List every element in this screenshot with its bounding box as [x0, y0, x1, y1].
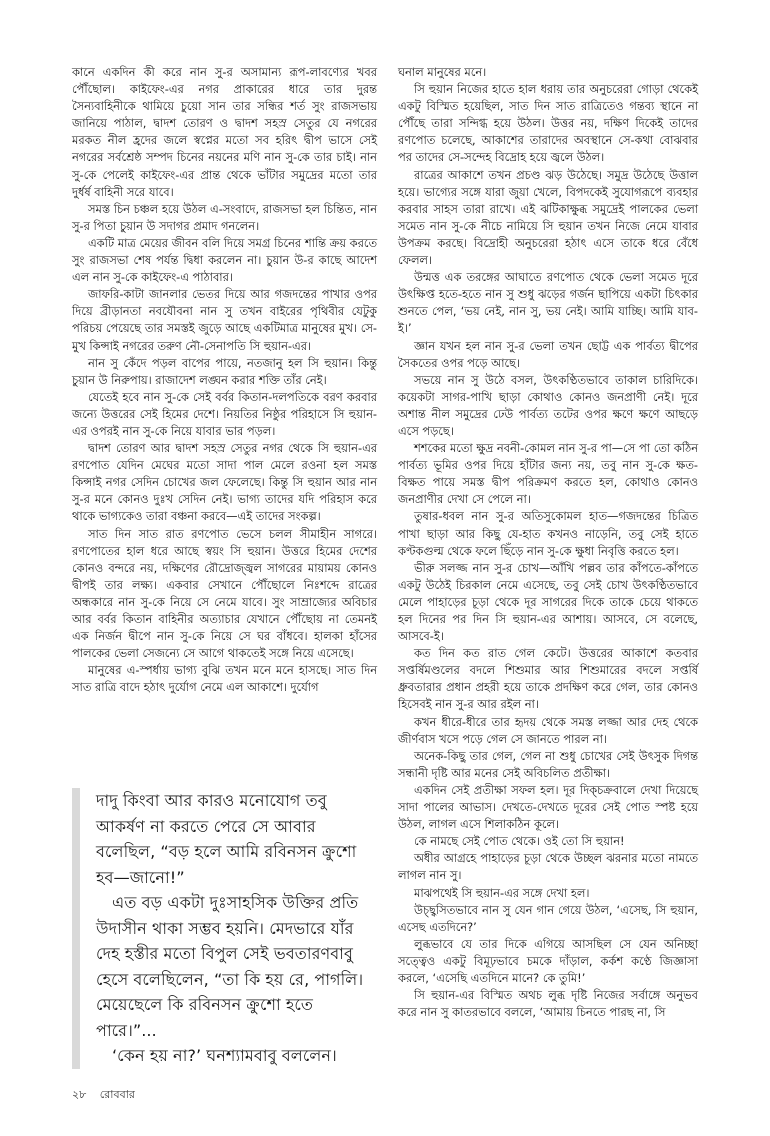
- left-column: [72, 64, 377, 696]
- paragraph: শশকের মতো ক্ষুদ্র নবনী-কোমল নান সু-র পা—সে পা তো কঠিন পার্বত্য ভূমির ওপর দিয়ে হাঁটার জন্য নয়, তবু নান সু-কে ক্ষত-বিক্ষত পায়ে সমস্ত দ্বীপ পরিক্রমণ করতে হল, কোথাও কোনও জনপ্রাণীর দেখা সে পেলে না।: [398, 441, 698, 507]
- paragraph: সাত দিন সাত রাত রণপোত ভেসে চলল সীমাহীন সাগরে। রণপোতের হাল ধরে আছে স্বয়ং সি হুয়ান। উত্তরে হিমের দেশের কোনও বন্দরে নয়, দক্ষিণের রৌদ্রোজ্জ্বল সাগরের মায়াময় কোনও দ্বীপই তার লক্ষ্য। একবার সেখানে পৌঁছোলে নিঃশব্দে রাত্রের অন্ধকারে নান সু-কে নিয়ে সে নেমে যাবে। সুং সাম্রাজ্যের অবিচার আর বর্বর কিতান বাহিনীর অত্যাচার যেখানে পৌঁছোয় না তেমনই এক নির্জন দ্বীপে নান সু-কে নিয়ে সে ঘর বাঁধবে। হালকা হাঁসের পালকের ভেলা সেজন্যে সে আগে থাকতেই সঙ্গে নিয়ে এসেছে।: [72, 526, 377, 661]
- paragraph: কানে একদিন কী করে নান সু-র অসামান্য রূপ-লাবণ্যের খবর পৌঁছোল। কাইফেং-এর নগর প্রাকারের ধারে তার দুরন্ত সৈন্যবাহিনীকে থামিয়ে চুয়ো সান তার সন্ধির শর্ত সুং রাজসভায় জানিয়ে পাঠাল, দ্বাদশ তোরণ ও দ্বাদশ সহস্র সেতুর যে নগরের মরকত নীল হ্রদের জলে স্বপ্নের মতো সব হরিৎ দ্বীপ ভাসে সেই নগরের সর্বশ্রেষ্ঠ সম্পদ চিনের নয়নের মণি নান সু-কে তার চাই। নান সু-কে পেলেই কাইফেং-এর প্রান্ত থেকে ভাঁটার সমুদ্রের মতো তার দুর্ধর্ষ বাহিনী সরে যাবে।: [72, 65, 377, 199]
- paragraph: ভীরু সলজ্জ নান সু-র চোখ—আঁখি পল্লব তার কাঁপতে-কাঁপতে একটু উঠেই চিরকাল নেমে এসেছে, তবু সেই চোখ উৎকণ্ঠিতভাবে মেলে পাহাড়ের চূড়া থেকে দূর সাগরের দিকে তাকে চেয়ে থাকতে হল দিনের পর দিন সি হুয়ান-এর আশায়। আসবে, সে বলেছে, আসবে-ই।: [398, 560, 698, 644]
- paragraph: কে নামছে সেই পোত থেকে। ওই তো সি হুয়ান!: [414, 834, 625, 849]
- paragraph: সি হুয়ান-এর বিস্মিত অথচ লুব্ধ দৃষ্টি নিজের সর্বাঙ্গে অনুভব করে নান সু কাতরভাবে বললে, ‘আমায় চিনতে পারছ না, সি: [398, 988, 698, 1020]
- paragraph: কত দিন কত রাত গেল কেটে। উত্তরের আকাশে কতবার সপ্তর্ষিমণ্ডলের বদলে শিশুমার আর শিশুমারের বদলে সপ্তর্ষি ধ্রুবতারার প্রধান প্রহরী হয়ে তাকে প্রদক্ষিণ করে গেল, তার কোনও হিসেবই নান সু-র আর রইল না।: [398, 646, 698, 712]
- paragraph: সমস্ত চিন চঞ্চল হয়ে উঠল এ-সংবাদে, রাজসভা হল চিন্তিত, নান সু-র পিতা চুয়ান উ সদাগর প্রমাদ গনলেন।: [72, 201, 377, 233]
- paragraph: সি হুয়ান নিজের হাতে হাল ধরায় তার অনুচরেরা গোড়া থেকেই একটু বিস্মিত হয়েছিল, সাত দিন সাত রাত্রিতেও গন্তব্য স্থানে না পৌঁছে তারা সন্দিগ্ধ হয়ে উঠল। উত্তর নয়, দক্ষিণ দিকেই তাদের রণপোত চলেছে, আকাশের তারাদের অবস্থানে সে-কথা বোঝবার পর তাদের সে-সন্দেহ বিদ্রোহ হয়ে জ্বলে উঠল।: [398, 82, 698, 165]
- paragraph: সভয়ে নান সু উঠে বসল, উৎকণ্ঠিতভাবে তাকাল চারিদিকে। কয়েকটা সাগর-পাখি ছাড়া কোথাও কোনও জনপ্রাণী নেই। দূরে অশান্ত নীল সমুদ্রের ঢেউ পার্বত্য তটের ওপর ক্ষণে ক্ষণে আছড়ে এসে পড়ছে।: [398, 372, 698, 438]
- paragraph: একটি মাত্র মেয়ের জীবন বলি দিয়ে সমগ্র চিনের শান্তি ক্রয় করতে সুং রাজসভা শেষ পর্যন্ত দ্বিধা করলেন না। চুয়ান উ-র কাছে আদেশ এল নান সু-কে কাইফেং-এ পাঠাবার।: [72, 235, 377, 285]
- paragraph: ঘনাল মানুষের মনে।: [398, 65, 487, 79]
- right-column: [398, 64, 698, 1021]
- paragraph: অধীর আগ্রহে পাহাড়ের চূড়া থেকে উচ্ছল ঝরনার মতো নামতে লাগল নান সু।: [398, 851, 698, 883]
- page-footer: [72, 1086, 145, 1105]
- page-number: ২৮: [72, 1088, 87, 1101]
- paragraph: উচ্ছ্বসিতভাবে নান সু যেন গান গেয়ে উঠল, ‘এসেছ, সি হুয়ান, এসেছ এতদিনে?’: [398, 902, 698, 934]
- pull-quote: [72, 788, 372, 1069]
- paragraph: তুষার-ধবল নান সু-র অতিসুকোমল হাত—গজদন্তের চিত্রিত পাখা ছাড়া আর কিছু যে-হাত কখনও নাড়েনি, তবু সেই হাতে কণ্টকগুল্ম থেকে ফলে ছিঁড়ে নান সু-কে ক্ষুধা নিবৃত্তি করতে হল।: [398, 509, 698, 558]
- paragraph: মাঝপথেই সি হুয়ান-এর সঙ্গে দেখা হল।: [414, 885, 590, 900]
- magazine-name: রোববার: [99, 1088, 135, 1101]
- paragraph: দ্বাদশ তোরণ আর দ্বাদশ সহস্র সেতুর নগর থেকে সি হুয়ান-এর রণপোত যেদিন মেঘের মতো সাদা পাল মেলে রওনা হল সমস্ত কিন্সাই নগর সেদিন চোখের জল ফেলেছে। কিন্তু সি হুয়ান আর নান সু-র মনে কোনও দুঃখ সেদিন নেই। ভাগ্য তাদের যদি পরিহাস করে থাকে ভাগ্যকেও তারা বঞ্চনা করবে—এই তাদের সংকল্প।: [72, 441, 377, 524]
- paragraph: রাত্রের আকাশে তখন প্রচণ্ড ঝড় উঠেছে। সমুদ্র উঠেছে উত্তাল হয়ে। ভাগ্যের সঙ্গে যারা জুয়া খেলে, বিপদকেই সুযোগরূপে ব্যবহার করবার সাহস তারা রাখে। এই ঝটিকাক্ষুব্ধ সমুদ্রেই পালকের ভেলা সমেত নান সু-কে নীচে নামিয়ে সি হুয়ান তখন নিজে নেমে যাবার উপক্রম করছে। বিদ্রোহী অনুচরেরা হঠাৎ এসে তাকে ধরে বেঁধে ফেলল।: [398, 167, 698, 268]
- pull-quote-paragraph: দাদু কিংবা আর কারও মনোযোগ তবু আকর্ষণ না করতে পেরে সে আবার বলেছিল, “বড় হলে আমি রবিনসন ক্রুশো হব—জানো!”: [96, 791, 357, 887]
- paragraph: অনেক-কিছু তার গেল, গেল না শুধু চোখের সেই উৎসুক দিগন্ত সন্ধানী দৃষ্টি আর মনের সেই অবিচলিত প্রতীক্ষা।: [398, 748, 698, 780]
- paragraph: নান সু কেঁদে পড়ল বাপের পায়ে, নতজানু হল সি হুয়ান। কিন্তু চুয়ান উ নিরুপায়। রাজাদেশ লঙ্ঘন করার শক্তি তাঁর নেই।: [72, 355, 377, 387]
- paragraph: লুব্ধভাবে যে তার দিকে এগিয়ে আসছিল সে যেন অনিচ্ছা সত্ত্বেও একটু বিমূঢ়ভাবে চমকে দাঁড়াল, কর্কশ কণ্ঠে জিজ্ঞাসা করলে, ‘এসেছি এতদিনে মানে? কে তুমি!’: [398, 936, 698, 985]
- paragraph: জাফরি-কাটা জানলার ভেতর দিয়ে আর গজদন্তের পাখার ওপর দিয়ে ব্রীড়ানতা নবযৌবনা নান সু তখন বাইরের পৃথিবীর যেটুকু পরিচয় পেয়েছে তার সমস্তই জুড়ে আছে একটিমাত্র মানুষের মুখ। সে-মুখ কিন্সাই নগরের তরুণ নৌ-সেনাপতি সি হুয়ান-এর।: [72, 287, 377, 353]
- paragraph: কখন ধীরে-ধীরে তার হৃদয় থেকে সমস্ত লজ্জা আর দেহ থেকে জীর্ণবাস খসে পড়ে গেল সে জানতে পারল না।: [398, 714, 698, 746]
- paragraph: মানুষের এ-স্পর্ধায় ভাগ্য বুঝি তখন মনে মনে হাসছে। সাত দিন সাত রাত্রি বাদে হঠাৎ দুর্যোগ নেমে এল আকাশে। দুর্যোগ: [72, 663, 377, 695]
- paragraph: উন্মত্ত এক তরঙ্গের আঘাতে রণপোত থেকে ভেলা সমেত দূরে উৎক্ষিপ্ত হতে-হতে নান সু শুধু ঝড়ের গর্জন ছাপিয়ে একটা চিৎকার শুনতে পেল, ‘ভয় নেই, নান সু, ভয় নেই। আমি যাচ্ছি। আমি যাব-ই।’: [398, 270, 698, 336]
- paragraph: জ্ঞান যখন হল নান সু-র ভেলা তখন ছোট্ট এক পার্বত্য দ্বীপের সৈকতের ওপর পড়ে আছে।: [398, 338, 698, 370]
- pull-quote-paragraph: ‘কেন হয় না?’ ঘনশ্যামবাবু বললেন।: [112, 1046, 337, 1065]
- paragraph: যেতেই হবে নান সু-কে সেই বর্বর কিতান-দলপতিকে বরণ করবার জন্যে উত্তরের সেই হিমের দেশে। নিয়তির নিষ্ঠুর পরিহাসে সি হুয়ান-এর ওপরই নান সু-কে নিয়ে যাবার ভার পড়ল।: [72, 389, 377, 438]
- pull-quote-paragraph: এত বড় একটা দুঃসাহসিক উক্তির প্রতি উদাসীন থাকা সম্ভব হয়নি। মেদভারে যাঁর দেহ হস্তীর মতো বিপুল সেই ভবতারণবাবু হেসে বলেছিলেন, “তা কি হয় রে, পাগলি। মেয়েছেলে কি রবিনসন ক্রুশো হতে পারে।”...: [96, 893, 364, 1040]
- paragraph: একদিন সেই প্রতীক্ষা সফল হল। দূর দিক্‌চক্রবালে দেখা দিয়েছে সাদা পালের আভাস। দেখতে-দেখতে দূরের সেই পোত স্পষ্ট হয়ে উঠল, লাগল এসে শিলাকঠিন কূলে।: [398, 782, 698, 832]
